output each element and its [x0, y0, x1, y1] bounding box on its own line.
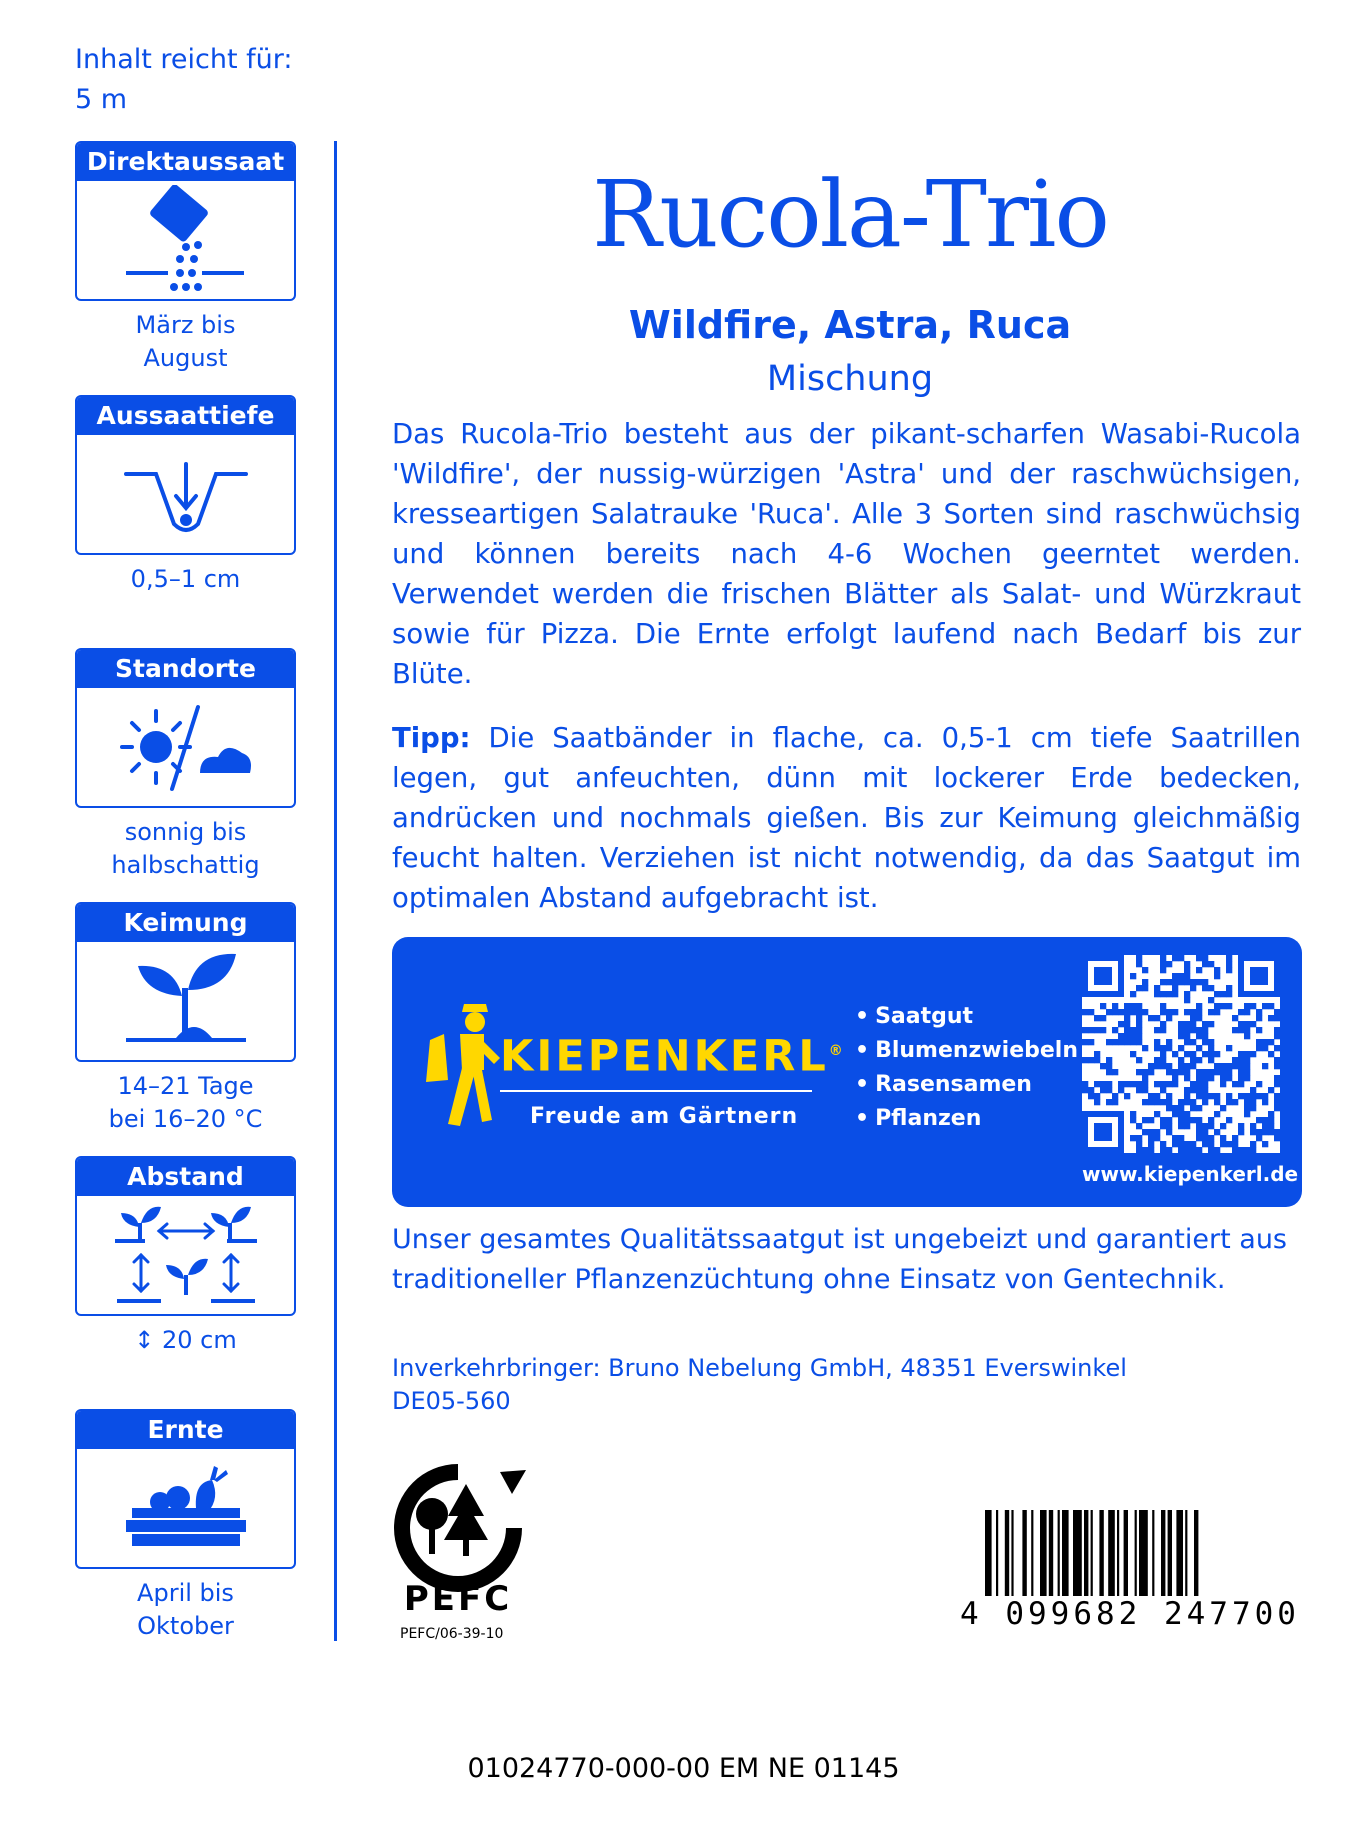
info-block-location: [75, 648, 296, 882]
brand-name: [500, 1023, 846, 1084]
info-box: [75, 902, 296, 1062]
coverage-label: Inhalt reicht für:: [75, 44, 293, 75]
article-number: 01024770-000-00 EM NE 01145: [467, 1753, 900, 1784]
caption-line: 14–21 Tage: [117, 1072, 254, 1100]
product-description: Das Rucola-Trio besteht aus der pikant-scharfen Wasabi-Rucola 'Wildfire', der nussig-würzigen 'Astra' und der raschwüchsigen, kresseartigen Salatrauke 'Ruca'. Alle 3 Sorten sind raschwüchsig und können bereits nach 4-6 Wochen geerntet werden. Verwendet werden die frischen Blätter als Salat- und Würzkraut sowie für Pizza. Die Ernte erfolgt laufend nach Bedarf bis zur Blüte.: [392, 418, 1301, 690]
product-varieties: Wildfire, Astra, Ruca: [628, 303, 1072, 347]
product-type: Mischung: [766, 359, 934, 399]
pefc-logo: [388, 1458, 528, 1618]
product-title: Rucola-Trio: [592, 161, 1108, 268]
info-block-harvest: [75, 1409, 296, 1643]
info-box-header: Abstand: [77, 1158, 294, 1196]
info-caption: [75, 563, 296, 596]
info-block-spacing: [75, 1156, 296, 1357]
info-block-germination: [75, 902, 296, 1136]
caption-line: Oktober: [137, 1612, 234, 1640]
info-block-sowing-depth: [75, 395, 296, 596]
caption-line: 0,5–1 cm: [130, 565, 241, 593]
qr-code: [1082, 955, 1280, 1153]
coverage-info: [75, 40, 293, 120]
barcode: [985, 1510, 1285, 1596]
info-box-header: Aussaattiefe: [77, 397, 294, 435]
info-caption: [75, 1324, 296, 1357]
brand-wordmark: KIEPENKERL: [500, 1031, 829, 1082]
vertical-divider: [334, 141, 337, 1641]
coverage-value: 5 m: [75, 84, 128, 115]
info-caption: [75, 816, 296, 882]
importer-info: [392, 1352, 1127, 1418]
sowing-depth-icon: [116, 444, 256, 544]
brand-slogan: Freude am Gärtnern: [530, 1104, 799, 1129]
product-category: • Blumenzwiebeln: [855, 1034, 1078, 1068]
info-caption: [75, 1070, 296, 1136]
harvest-crate-icon: [116, 1458, 256, 1558]
pefc-logo-text: PEFC: [403, 1579, 513, 1618]
info-block-direct-sowing: [75, 141, 296, 375]
info-box-header: Keimung: [77, 904, 294, 942]
tip-text: Die Saatbänder in flache, ca. 0,5-1 cm tiefe Saatrillen legen, gut anfeuchten, dünn mit lockerer Erde bedecken, andrücken und nochmals gießen. Bis zur Keimung gleichmäßig feucht halten. Verziehen ist nicht notwendig, da das Saatgut im optimalen Abstand aufgebracht ist.: [392, 722, 1301, 914]
sowing-icon: [116, 185, 256, 295]
caption-line: bei 16–20 °C: [108, 1105, 263, 1133]
brand-underline: [500, 1090, 812, 1092]
info-box: [75, 141, 296, 301]
info-box: [75, 1156, 296, 1316]
product-category: • Rasensamen: [855, 1068, 1078, 1102]
caption-line: März bis: [135, 311, 236, 339]
info-box: [75, 395, 296, 555]
caption-line: August: [143, 344, 228, 372]
sun-cloud-icon: [116, 697, 256, 797]
info-box-header: Direktaussaat: [77, 143, 294, 181]
barcode-digits: 4 099682 247700: [960, 1596, 1300, 1632]
registered-mark: ®: [828, 1043, 846, 1059]
pefc-code: PEFC/06-39-10: [400, 1626, 504, 1642]
tip-label: Tipp:: [392, 722, 471, 754]
info-box: [75, 1409, 296, 1569]
caption-line: sonnig bis: [124, 818, 247, 846]
product-category: • Saatgut: [855, 1000, 1078, 1034]
info-box: [75, 648, 296, 808]
caption-line: April bis: [137, 1579, 234, 1607]
info-box-header: Standorte: [77, 650, 294, 688]
caption-line: ↕ 20 cm: [134, 1326, 237, 1354]
info-box-header: Ernte: [77, 1411, 294, 1449]
importer-name: Inverkehrbringer: Bruno Nebelung GmbH, 48351 Everswinkel: [392, 1354, 1127, 1382]
quality-note: Unser gesamtes Qualitätssaatgut ist ungebeizt und garantiert aus traditioneller Pflanzenzüchtung ohne Einsatz von Gentechnik.: [392, 1224, 1287, 1295]
website-link: www.kiepenkerl.de: [1082, 1162, 1299, 1186]
tip-paragraph: [392, 718, 1301, 918]
hiker-logo-icon: [420, 1000, 510, 1130]
seedling-icon: [116, 946, 256, 1056]
caption-line: halbschattig: [111, 851, 260, 879]
product-category: • Pflanzen: [855, 1102, 1078, 1136]
info-caption: [75, 309, 296, 375]
info-caption: [75, 1577, 296, 1643]
importer-code: DE05-560: [392, 1387, 511, 1415]
spacing-icon: [111, 1199, 261, 1311]
product-categories: [855, 1000, 1078, 1136]
